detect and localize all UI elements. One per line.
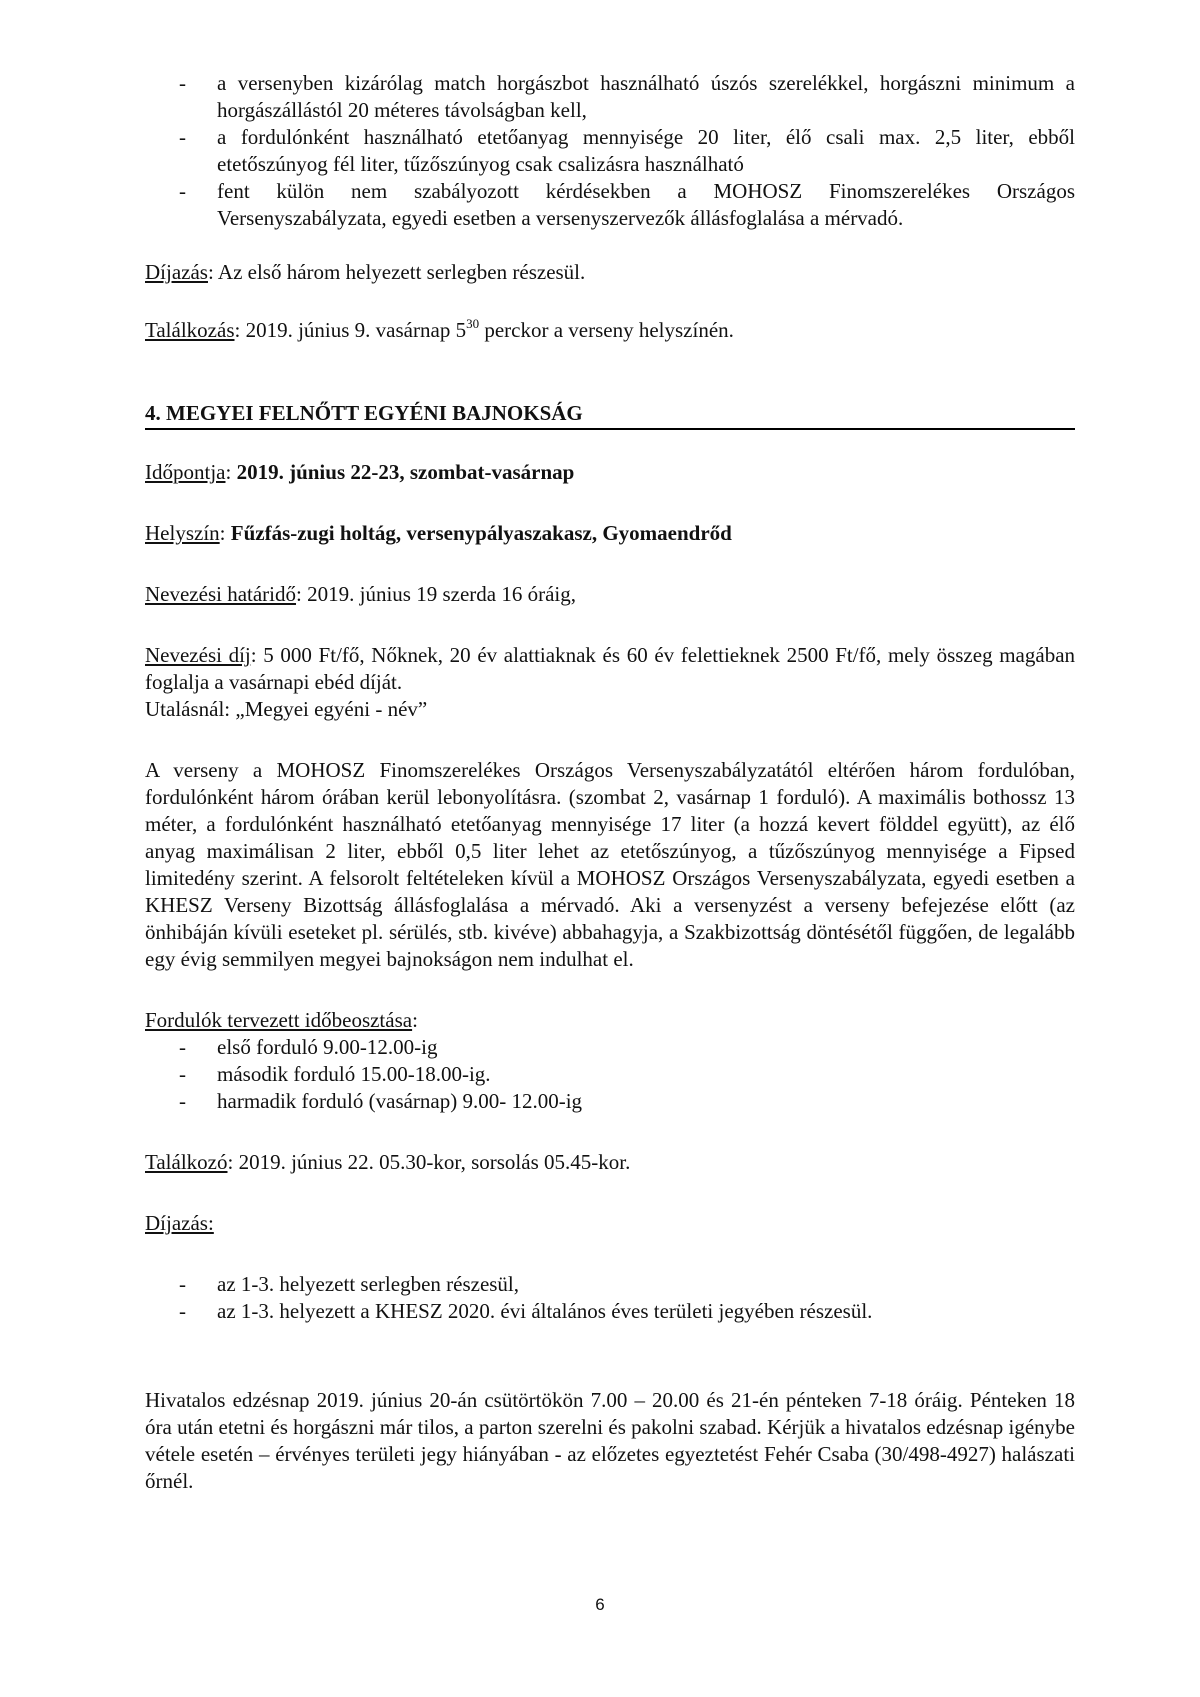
list-item: - harmadik forduló (vasárnap) 9.00- 12.00-ig: [145, 1088, 1075, 1115]
meeting-line: Találkozás: 2019. június 9. vasárnap $5^{30}$ perckor a verseny helyszínén.: [145, 316, 734, 342]
section-heading: 4. MEGYEI FELNŐTT EGYÉNI BAJNOKSÁG: [145, 400, 1075, 430]
list-item: - a fordulónként használható etetőanyag mennyisége 20 liter, élő csali max. 2,5 liter, ebből etetőszúnyog fél liter, tűzőszúnyog csak csalizásra használható: [145, 124, 1075, 178]
date-value: 2019. június 22-23, szombat-vasárnap: [236, 460, 575, 484]
venue-label: Helyszín: [145, 521, 220, 545]
prize2-list: [145, 1271, 1075, 1325]
meeting2-line: Találkozó: 2019. június 22. 05.30-kor, sorsolás 05.45-kor.: [145, 1150, 631, 1174]
deadline-line: Nevezési határidő: 2019. június 19 szerda 16 óráig,: [145, 582, 576, 606]
list-item: - az 1-3. helyezett serlegben részesül,: [145, 1271, 1075, 1298]
meeting-text-after: perckor a verseny helyszínén.: [479, 318, 734, 342]
list-item: - második forduló 15.00-18.00-ig.: [145, 1061, 1075, 1088]
fee-value: 5 000 Ft/fő, Nőknek, 20 év alattiaknak és 60 év felettieknek 2500 Ft/fő, mely összeg magában foglalja a vasárnapi ebéd díját.: [145, 643, 1076, 694]
meeting2-label: Találkozó: [145, 1150, 228, 1174]
page-number: 6: [595, 1595, 605, 1614]
document-page: [145, 70, 1075, 1495]
venue-value: Fűzfás-zugi holtág, versenypályaszakasz, Gyomaendrőd: [230, 521, 732, 545]
prize-label: Díjazás: [145, 260, 208, 284]
date-line: Időpontja: 2019. június 22-23, szombat-vasárnap: [145, 460, 575, 484]
list-item: - fent külön nem szabályozott kérdésekben a MOHOSZ Finomszerelékes Országos Versenyszabályzata, egyedi esetben a versenyszervezők állásfoglalása a mérvadó.: [145, 178, 1075, 232]
prize2-label-line: [145, 1210, 1075, 1237]
prize2-label: Díjazás:: [145, 1211, 214, 1235]
schedule-list: [145, 1034, 1075, 1115]
list-item: - a versenyben kizárólag match horgászbot használható úszós szerelékkel, horgászni minimum a horgászállástól 20 méteres távolságban kell,: [145, 70, 1075, 124]
deadline-value: 2019. június 19 szerda 16 óráig,: [301, 582, 576, 606]
venue-line: Helyszín: Fűzfás-zugi holtág, versenypályaszakasz, Gyomaendrőd: [145, 521, 732, 545]
prize-text: Az első három helyezett serlegben részesül.: [213, 260, 586, 284]
meeting2-text: 2019. június 22. 05.30-kor, sorsolás 05.45-kor.: [233, 1150, 631, 1174]
transfer-note: Utalásnál: „Megyei egyéni - név”: [145, 697, 428, 721]
training-day-paragraph: Hivatalos edzésnap 2019. június 20-án csütörtökön 7.00 – 20.00 és 21-én pénteken 7-18 óráig. Pénteken 18 óra után etetni és horgászni már tilos, a parton szerelni és pakolni szabad. Kérjük a hivatalos edzésnap igénybe vétele esetén – érvényes területi jegy hiányában - az előzetes egyeztetést Fehér Csaba (30/498-4927) halászati őrnél.: [145, 1388, 1075, 1493]
schedule-label: Fordulók tervezett időbeosztása: [145, 1008, 413, 1032]
meeting-time-superscript: 30: [466, 316, 480, 331]
meeting-text-before: 2019. június 9. vasárnap 5: [240, 318, 467, 342]
date-label: Időpontja: [145, 460, 226, 484]
deadline-label: Nevezési határidő: [145, 582, 297, 606]
fee-paragraph: Nevezési díj: 5 000 Ft/fő, Nőknek, 20 év alattiaknak és 60 év felettieknek 2500 Ft/fő, mely összeg magában foglalja a vasárnapi ebéd díját.: [145, 643, 1076, 694]
prize-line: Díjazás: Az első három helyezett serlegben részesül.: [145, 260, 586, 284]
schedule-label-line: Fordulók tervezett időbeosztása:: [145, 1008, 418, 1032]
rules-paragraph: A verseny a MOHOSZ Finomszerelékes Országos Versenyszabályzatától eltérően három fordulóban, fordulónként három órában kerül lebonyolításra. (szombat 2, vasárnap 1 forduló). A maximális bothossz 13 méter, a fordulónként használható etetőanyag mennyisége 17 liter (a hozzá kevert földdel együtt), az élő anyag maximálisan 2 liter, ebből 0,5 liter lehet az etetőszúnyog, a tűzőszúnyog mennyisége a Fipsed limitedény szerint. A felsorolt feltételeken kívül a MOHOSZ Országos Versenyszabályzata, egyedi esetben a KHESZ Verseny Bizottság állásfoglalása a mérvadó. Aki a versenyzést a verseny befejezése előtt (az önhibáján kívüli eseteket pl. sérülés, stb. kivéve) abbahagyja, a Szakbizottság döntésétől függően, de legalább egy évig semmilyen megyei bajnokságon nem indulhat el.: [145, 758, 1075, 971]
meeting-label: Találkozás: [145, 318, 235, 342]
rules-dash-list: [145, 70, 1075, 232]
fee-label: Nevezési díj: [145, 643, 251, 667]
list-item: - első forduló 9.00-12.00-ig: [145, 1034, 1075, 1061]
list-item: - az 1-3. helyezett a KHESZ 2020. évi általános éves területi jegyében részesül.: [145, 1298, 1075, 1325]
